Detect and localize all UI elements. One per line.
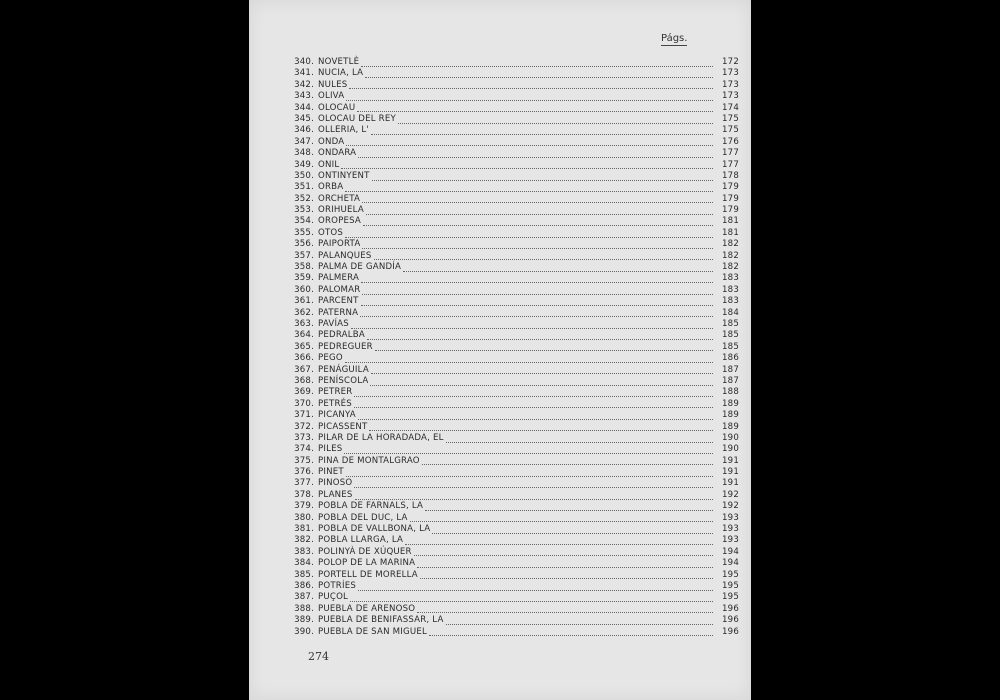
entry-number: 373. — [294, 432, 314, 443]
entry-number: 354. — [294, 216, 314, 227]
entry-number: 349. — [294, 159, 314, 170]
entry-number: 351. — [294, 182, 314, 193]
index-entry — [287, 216, 739, 227]
entry-number: 387. — [294, 592, 314, 603]
entry-page: 196 — [721, 603, 739, 614]
entry-page: 185 — [721, 318, 739, 329]
entry-number: 352. — [294, 193, 314, 204]
dot-leader — [410, 520, 713, 522]
entry-page: 183 — [721, 273, 739, 284]
entry-number: 380. — [294, 512, 314, 523]
dot-leader — [358, 156, 713, 158]
book-page — [249, 0, 751, 700]
dot-leader — [345, 236, 713, 238]
index-entry — [287, 102, 739, 114]
index-entry — [287, 432, 739, 444]
entry-name: PUEBLA DE BENIFASSAR, LA — [318, 615, 444, 626]
index-entry — [287, 136, 739, 148]
index-entry — [287, 91, 739, 102]
dot-leader — [405, 543, 713, 545]
entry-page: 183 — [721, 284, 739, 295]
index-entry — [287, 193, 739, 205]
dot-leader — [425, 509, 713, 511]
dot-leader — [360, 315, 713, 317]
entry-name: PUEBLA DE ARENOSO — [318, 603, 416, 614]
entry-page: 177 — [721, 148, 739, 159]
entry-number: 388. — [294, 603, 314, 614]
index-entry — [287, 205, 739, 216]
entry-number: 379. — [294, 501, 314, 512]
entry-page: 192 — [721, 489, 739, 500]
dot-leader — [346, 144, 713, 146]
dot-leader — [350, 600, 713, 602]
entry-number: 366. — [294, 353, 314, 364]
entry-number: 385. — [294, 569, 314, 580]
index-entry — [287, 558, 739, 569]
dot-leader — [357, 110, 713, 112]
entry-name: OTOS — [318, 227, 344, 238]
entry-page: 190 — [721, 432, 739, 443]
index-entry — [287, 318, 739, 330]
entry-page: 173 — [721, 68, 739, 79]
index-entry — [287, 250, 739, 262]
index-entry — [287, 603, 739, 615]
index-entry — [287, 626, 739, 638]
index-entry — [287, 478, 739, 489]
entry-number: 360. — [294, 284, 314, 295]
index-entry — [287, 57, 739, 68]
entry-page: 193 — [721, 535, 739, 546]
dot-leader — [341, 167, 713, 169]
dot-leader — [362, 247, 713, 249]
entry-number: 382. — [294, 535, 314, 546]
entry-name: POBLA DEL DUC, LA — [318, 512, 408, 523]
dot-leader — [369, 429, 713, 431]
entry-page: 189 — [721, 421, 739, 432]
entry-name: PUEBLA DE SAN MIGUEL — [318, 626, 427, 637]
entry-number: 378. — [294, 489, 314, 500]
index-entry — [287, 546, 739, 558]
index-entry — [287, 330, 739, 341]
index-entry — [287, 182, 739, 193]
entry-number: 357. — [294, 250, 314, 261]
entry-name: NULES — [318, 79, 348, 90]
dot-leader — [349, 87, 713, 89]
entry-page: 191 — [721, 455, 739, 466]
dot-leader — [420, 577, 713, 579]
dot-leader — [346, 475, 713, 477]
index-entry — [287, 227, 739, 239]
entry-number: 386. — [294, 580, 314, 591]
entry-page: 193 — [721, 512, 739, 523]
dot-leader — [372, 179, 713, 181]
dot-leader — [354, 486, 713, 488]
entry-number: 348. — [294, 148, 314, 159]
entry-number: 367. — [294, 364, 314, 375]
entry-name: PENÍSCOLA — [318, 375, 369, 386]
entry-page: 184 — [721, 307, 739, 318]
entry-name: OLIVA — [318, 91, 345, 102]
entry-name: PALOMAR — [318, 284, 361, 295]
entry-page: 195 — [721, 580, 739, 591]
index-entry — [287, 592, 739, 603]
entry-name: PAIPORTA — [318, 239, 361, 250]
index-entry — [287, 159, 739, 171]
entry-name: OROPESA — [318, 216, 362, 227]
entry-name: ONDARA — [318, 148, 357, 159]
index-entry — [287, 398, 739, 410]
entry-page: 172 — [721, 57, 739, 67]
entry-name: PLANES — [318, 489, 353, 500]
entry-name: OLOCAU DEL REY — [318, 113, 396, 124]
dot-leader — [346, 99, 713, 101]
entry-page: 194 — [721, 558, 739, 569]
index-entry — [287, 239, 739, 250]
entry-page: 187 — [721, 364, 739, 375]
index-entry — [287, 273, 739, 284]
dot-leader — [354, 395, 713, 397]
dot-leader — [422, 463, 713, 465]
entry-name: PEGO — [318, 353, 343, 364]
entry-name: PUÇOL — [318, 592, 349, 603]
dot-leader — [403, 270, 713, 272]
index-entry — [287, 501, 739, 512]
entry-number: 361. — [294, 296, 314, 307]
entry-name: OLOCAU — [318, 102, 356, 113]
index-entry — [287, 170, 739, 182]
dot-leader — [358, 418, 713, 420]
entry-number: 374. — [294, 444, 314, 455]
entry-number: 341. — [294, 68, 314, 79]
index-entry — [287, 569, 739, 581]
entry-page: 173 — [721, 79, 739, 90]
index-entry — [287, 364, 739, 376]
entry-name: NOVETLÈ — [318, 57, 360, 67]
entry-page: 195 — [721, 592, 739, 603]
entry-number: 389. — [294, 615, 314, 626]
index-list — [287, 57, 739, 638]
entry-name: PARCENT — [318, 296, 359, 307]
entry-number: 356. — [294, 239, 314, 250]
entry-number: 377. — [294, 478, 314, 489]
entry-number: 368. — [294, 375, 314, 386]
entry-name: NUCIA, LA — [318, 68, 364, 79]
entry-name: PORTELL DE MORELLA — [318, 569, 418, 580]
index-entry — [287, 341, 739, 353]
entry-number: 340. — [294, 57, 314, 67]
index-entry — [287, 284, 739, 296]
index-entry — [287, 467, 739, 478]
entry-page: 192 — [721, 501, 739, 512]
entry-number: 346. — [294, 125, 314, 136]
entry-number: 376. — [294, 467, 314, 478]
index-entry — [287, 580, 739, 592]
entry-number: 359. — [294, 273, 314, 284]
entry-page: 183 — [721, 296, 739, 307]
dot-leader — [361, 281, 713, 283]
pages-column-header: Págs. — [661, 33, 688, 44]
dot-leader — [432, 532, 713, 534]
index-entry — [287, 148, 739, 159]
dot-leader — [446, 441, 713, 443]
dot-leader — [367, 338, 713, 340]
dot-leader — [374, 258, 713, 260]
entry-name: ONIL — [318, 159, 340, 170]
index-entry — [287, 524, 739, 535]
index-entry — [287, 262, 739, 273]
entry-name: PINET — [318, 467, 344, 478]
dot-leader — [371, 133, 713, 135]
entry-page: 188 — [721, 387, 739, 398]
entry-name: PEDREGUER — [318, 341, 373, 352]
entry-number: 362. — [294, 307, 314, 318]
dot-leader — [362, 293, 713, 295]
entry-number: 365. — [294, 341, 314, 352]
entry-name: PILES — [318, 444, 343, 455]
entry-name: PILAR DE LA HORADADA, EL — [318, 432, 444, 443]
index-entry — [287, 79, 739, 91]
dot-leader — [417, 566, 713, 568]
dot-leader — [363, 224, 713, 226]
entry-name: PATERNA — [318, 307, 359, 318]
dot-leader — [345, 190, 713, 192]
entry-number: 363. — [294, 318, 314, 329]
entry-name: ORIHUELA — [318, 205, 364, 216]
entry-page: 175 — [721, 113, 739, 124]
entry-page: 190 — [721, 444, 739, 455]
entry-page: 182 — [721, 250, 739, 261]
entry-number: 384. — [294, 558, 314, 569]
dot-leader — [371, 372, 713, 374]
entry-page: 178 — [721, 170, 739, 181]
entry-page: 179 — [721, 193, 739, 204]
entry-page: 173 — [721, 91, 739, 102]
index-entry — [287, 615, 739, 626]
dot-leader — [362, 201, 713, 203]
entry-number: 345. — [294, 113, 314, 124]
entry-name: ONTINYENT — [318, 170, 370, 181]
index-entry — [287, 125, 739, 136]
entry-number: 347. — [294, 136, 314, 147]
entry-number: 353. — [294, 205, 314, 216]
entry-number: 344. — [294, 102, 314, 113]
index-entry — [287, 455, 739, 467]
entry-number: 364. — [294, 330, 314, 341]
entry-name: PICANYA — [318, 410, 356, 421]
entry-name: PEDRALBA — [318, 330, 365, 341]
index-entry — [287, 410, 739, 421]
entry-name: PICASSENT — [318, 421, 368, 432]
entry-page: 182 — [721, 262, 739, 273]
entry-page: 179 — [721, 205, 739, 216]
entry-page: 185 — [721, 330, 739, 341]
entry-name: PINA DE MONTALGRAO — [318, 455, 420, 466]
entry-name: PAVÍAS — [318, 318, 349, 329]
entry-name: PETRER — [318, 387, 353, 398]
dot-leader — [361, 65, 713, 67]
index-entry — [287, 421, 739, 433]
entry-number: 342. — [294, 79, 314, 90]
entry-name: POBLA DE VALLBONA, LA — [318, 524, 431, 535]
dot-leader — [398, 122, 713, 124]
entry-page: 193 — [721, 524, 739, 535]
entry-page: 196 — [721, 615, 739, 626]
entry-name: PALMA DE GANDÍA — [318, 262, 402, 273]
dot-leader — [351, 327, 713, 329]
index-entry — [287, 68, 739, 79]
index-entry — [287, 375, 739, 387]
entry-name: ONDA — [318, 136, 345, 147]
index-entry — [287, 387, 739, 398]
index-entry — [287, 296, 739, 307]
entry-name: PINOSO — [318, 478, 353, 489]
page-number: 274 — [308, 650, 329, 663]
entry-number: 371. — [294, 410, 314, 421]
entry-page: 195 — [721, 569, 739, 580]
entry-number: 372. — [294, 421, 314, 432]
entry-number: 390. — [294, 626, 314, 637]
entry-page: 181 — [721, 216, 739, 227]
dot-leader — [366, 213, 713, 215]
entry-page: 194 — [721, 546, 739, 557]
entry-name: OLLERIA, L' — [318, 125, 369, 136]
dot-leader — [358, 589, 713, 591]
dot-leader — [429, 634, 713, 636]
entry-name: PALANQUES — [318, 250, 372, 261]
entry-page: 185 — [721, 341, 739, 352]
entry-page: 181 — [721, 227, 739, 238]
entry-page: 196 — [721, 626, 739, 637]
entry-page: 191 — [721, 478, 739, 489]
entry-name: POLOP DE LA MARINA — [318, 558, 416, 569]
entry-number: 369. — [294, 387, 314, 398]
entry-name: POLINYÀ DE XÚQUER — [318, 546, 412, 557]
entry-page: 177 — [721, 159, 739, 170]
entry-name: ORCHETA — [318, 193, 361, 204]
dot-leader — [446, 623, 713, 625]
entry-name: ORBA — [318, 182, 344, 193]
entry-page: 186 — [721, 353, 739, 364]
index-entry — [287, 444, 739, 455]
entry-name: PENÁGUILA — [318, 364, 369, 375]
entry-name: POTRÍES — [318, 580, 356, 591]
dot-leader — [355, 498, 713, 500]
dot-leader — [375, 349, 713, 351]
dot-leader — [345, 361, 713, 363]
entry-number: 355. — [294, 227, 314, 238]
dot-leader — [344, 452, 713, 454]
dot-leader — [354, 406, 713, 408]
entry-number: 370. — [294, 398, 314, 409]
index-entry — [287, 535, 739, 546]
dot-leader — [370, 384, 713, 386]
entry-page: 189 — [721, 410, 739, 421]
entry-number: 358. — [294, 262, 314, 273]
entry-page: 174 — [721, 102, 739, 113]
entry-number: 350. — [294, 170, 314, 181]
entry-name: PETRÉS — [318, 398, 352, 409]
index-entry — [287, 512, 739, 524]
entry-page: 189 — [721, 398, 739, 409]
index-entry — [287, 489, 739, 501]
entry-page: 179 — [721, 182, 739, 193]
dot-leader — [361, 304, 713, 306]
entry-name: POBLA LLARGA, LA — [318, 535, 404, 546]
index-entry — [287, 113, 739, 125]
entry-page: 187 — [721, 375, 739, 386]
entry-page: 191 — [721, 467, 739, 478]
entry-page: 175 — [721, 125, 739, 136]
dot-leader — [365, 76, 713, 78]
dot-leader — [417, 611, 713, 613]
entry-number: 375. — [294, 455, 314, 466]
entry-number: 381. — [294, 524, 314, 535]
entry-number: 343. — [294, 91, 314, 102]
index-entry — [287, 307, 739, 319]
entry-name: POBLA DE FARNALS, LA — [318, 501, 424, 512]
index-entry — [287, 353, 739, 364]
entry-page: 182 — [721, 239, 739, 250]
entry-number: 383. — [294, 546, 314, 557]
dot-leader — [414, 554, 713, 556]
entry-name: PALMERA — [318, 273, 360, 284]
entry-page: 176 — [721, 136, 739, 147]
